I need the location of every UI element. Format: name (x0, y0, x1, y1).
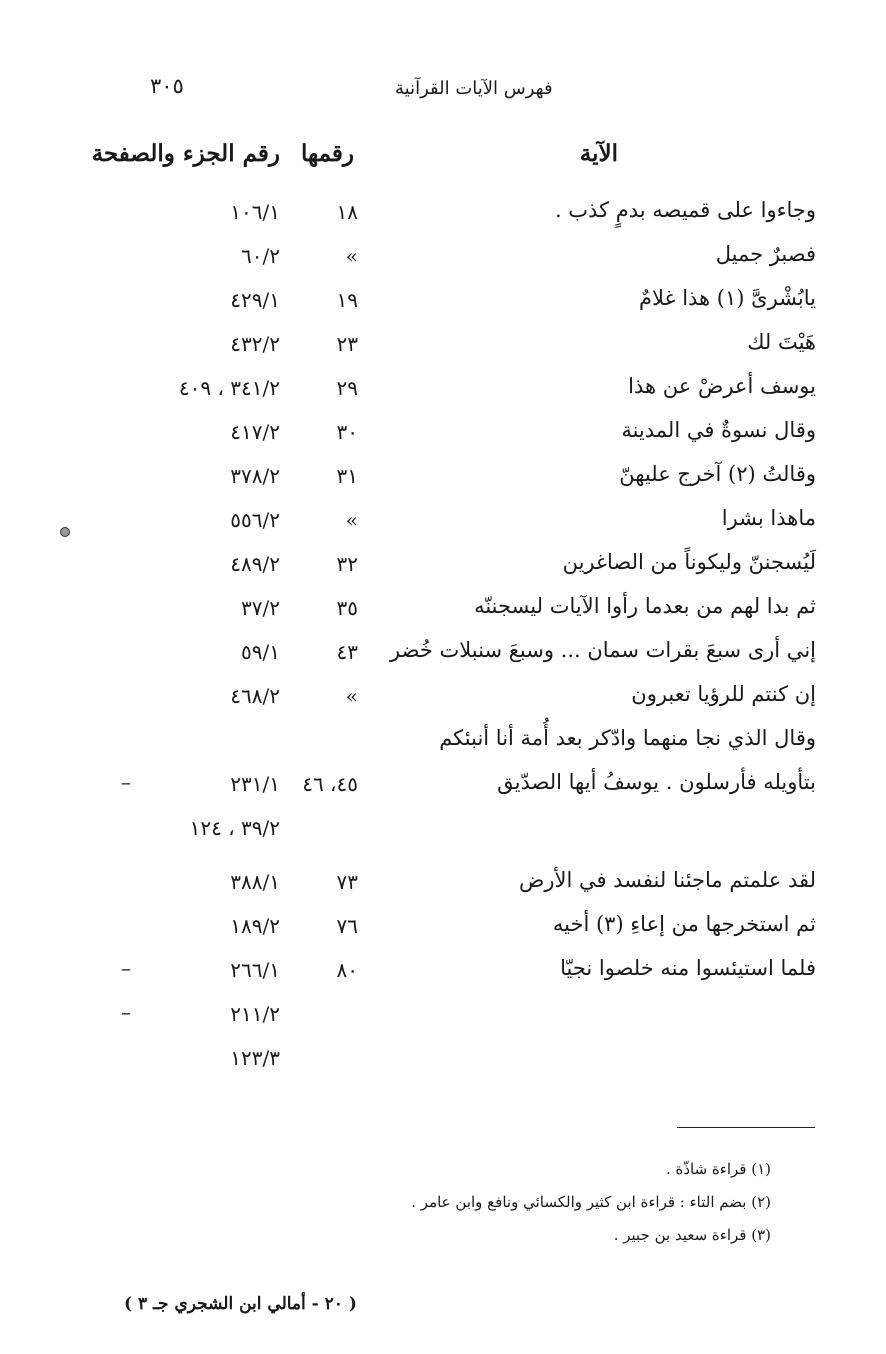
verse-text: يوسف أعرضْ عن هذا (628, 374, 816, 398)
verse-text: هَيْتَ لك (747, 330, 816, 354)
verse-number: » (345, 244, 358, 268)
volume-page-reference: ٢٣١/١ (230, 772, 280, 796)
table-row (0, 242, 886, 286)
volume-page-reference: ٣٨٨/١ (230, 870, 280, 894)
verse-text: وقال نسوةٌ في المدينة (621, 418, 816, 442)
volume-page-reference: ٤١٧/٢ (230, 420, 280, 444)
table-row (0, 956, 886, 1000)
verse-number: ٢٩ (336, 376, 358, 400)
volume-page-reference: ٥٥٦/٢ (230, 508, 280, 532)
volume-page-reference: ٤٢٩/١ (230, 288, 280, 312)
verse-text: لَيُسجننّ وليكوناً من الصاغرين (562, 550, 816, 574)
verse-number: » (345, 684, 358, 708)
volume-page-reference: ٤٨٩/٢ (230, 552, 280, 576)
volume-page-reference: ٣٧٨/٢ (230, 464, 280, 488)
table-row (0, 374, 886, 418)
verse-number: ٤٥، ٤٦ (302, 772, 358, 796)
table-row (0, 682, 886, 726)
table-row (0, 770, 886, 814)
verse-text: فصبرٌ جميل (715, 242, 816, 266)
continuation-dash: – (121, 1000, 131, 1024)
verse-number: ١٨ (336, 200, 358, 224)
table-row (0, 418, 886, 462)
volume-page-reference: ٢١١/٢ (230, 1002, 280, 1026)
verse-text: إن كنتم للرؤيا تعبرون (631, 682, 816, 706)
verse-number: ٧٣ (336, 870, 358, 894)
volume-page-reference: ٣٩/٢ ، ١٢٤ (189, 816, 280, 840)
volume-page-reference: ١٢٣/٣ (230, 1046, 280, 1070)
table-row (0, 462, 886, 506)
table-row (0, 1000, 886, 1044)
verse-number: ٣٢ (336, 552, 358, 576)
verse-text: ثم استخرجها من إعاءِ (٣) أخيه (552, 912, 816, 936)
continuation-dash: – (121, 770, 131, 794)
verse-text: يابُشْرىَّ (١) هذا غلامٌ (639, 286, 816, 310)
verse-number: ٢٣ (336, 332, 358, 356)
volume-page-reference: ٦٠/٢ (241, 244, 280, 268)
volume-page-reference: ٤٦٨/٢ (230, 684, 280, 708)
verse-number: ٨٠ (336, 958, 358, 982)
volume-page-reference: ٣٤١/٢ ، ٤٠٩ (178, 376, 280, 400)
table-row (0, 1044, 886, 1088)
verse-text: وقال الذي نجا منهما وادّكر بعد أُمة أنا أنبئكم (439, 726, 816, 750)
footnote-2: (٢) بضم التاء : قراءة ابن كثير والكسائي ونافع وابن عامر . (411, 1193, 771, 1211)
continuation-dash: – (121, 956, 131, 980)
volume-page-reference: ٤٣٢/٢ (230, 332, 280, 356)
verse-number: ٤٣ (336, 640, 358, 664)
table-row (0, 286, 886, 330)
table-row (0, 506, 886, 550)
verse-text: ثم بدا لهم من بعدما رأوا الآيات ليسجننّه (474, 594, 816, 618)
page-footer: ( ٢٠ - أمالي ابن الشجري جـ ٣ ) (124, 1294, 357, 1314)
volume-page-reference: ١٠٦/١ (230, 200, 280, 224)
running-title: فهرس الآيات القرآنية (395, 78, 553, 99)
footnote-divider (677, 1127, 815, 1128)
verse-number: ٣١ (336, 464, 358, 488)
footnote-1: (١) قراءة شاذّة . (665, 1160, 771, 1178)
verse-number: » (345, 508, 358, 532)
table-row (0, 868, 886, 912)
table-row (0, 726, 886, 770)
verse-text: لقد علمتم ماجئنا لنفسد في الأرض (518, 868, 816, 892)
verse-text: وقالتُ (٢) آخرج عليهنّ (619, 462, 816, 486)
table-row (0, 198, 886, 242)
column-header-number: رقمها (300, 140, 354, 167)
table-row (0, 550, 886, 594)
verse-text: وجاءوا على قميصه بدمٍ كذب . (554, 198, 816, 222)
table-row (0, 330, 886, 374)
volume-page-reference: ٢٦٦/١ (230, 958, 280, 982)
column-header-reference: رقم الجزء والصفحة (91, 140, 280, 167)
footnote-3: (٣) قراءة سعيد بن جبير . (613, 1226, 771, 1244)
verse-text: ماهذا بشرا (721, 506, 816, 530)
verse-text: إني أرى سبعَ بقرات سمان ... وسبعَ سنبلات خُضر (390, 638, 816, 662)
verse-number: ٣٠ (336, 420, 358, 444)
volume-page-reference: ١٨٩/٢ (230, 914, 280, 938)
column-header-verse: الآية (579, 140, 618, 167)
table-row (0, 814, 886, 858)
verse-number: ٣٥ (336, 596, 358, 620)
verse-text: بتأويله فأرسلون . يوسفُ أيها الصدّيق (497, 770, 816, 794)
table-row (0, 638, 886, 682)
table-row (0, 912, 886, 956)
page-number: ٣٠٥ (150, 74, 184, 98)
verse-number: ٧٦ (336, 914, 358, 938)
volume-page-reference: ٣٧/٢ (241, 596, 280, 620)
table-row (0, 594, 886, 638)
volume-page-reference: ٥٩/١ (241, 640, 280, 664)
verse-text: فلما استيئسوا منه خلصوا نجيّا (560, 956, 816, 980)
verse-number: ١٩ (336, 288, 358, 312)
